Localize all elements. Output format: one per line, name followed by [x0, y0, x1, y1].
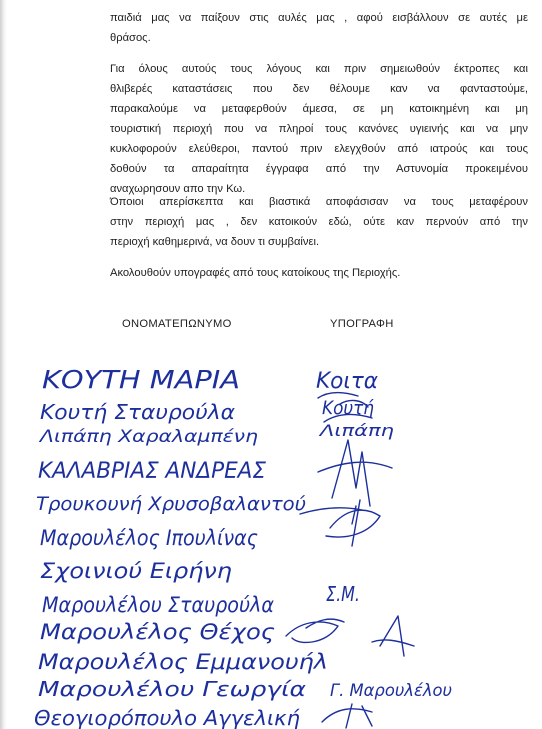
signature-text: Λιπάπη	[317, 421, 394, 440]
column-header-signature: ΥΠΟΓΡΑΦΗ	[330, 318, 394, 330]
text-line: Ακολουθούν υπογραφές από τους κατοίκους της Περιοχής.	[110, 267, 401, 279]
handwritten-name: Τρουκουνή Χρυσοβαλαντού	[36, 493, 307, 515]
text-line: θράσος.	[110, 32, 151, 44]
text-line: κυκλοφορούν ελεύθεροι, παντού πριν ελεγχθούν από ιατρούς και τους	[110, 143, 528, 155]
text-line: περιοχή καθημερινά, να δουν τι συμβαίνει.	[110, 236, 320, 248]
column-header-name: ΟΝΟΜΑΤΕΠΩΝΥΜΟ	[122, 318, 232, 330]
handwritten-name: ΚΑΛΑΒΡΙΑΣ ΑΝΔΡΕΑΣ	[38, 459, 267, 484]
text-line: στην περιοχή μας , δεν κατοικούν εδώ, ούτε καν περνούν από την	[110, 216, 528, 228]
handwritten-name: Σχοινιού Ειρήνη	[40, 559, 232, 583]
handwritten-name: Μαρουλέλος Εμμανουήλ	[38, 650, 328, 674]
text-line: δοθούν τα απαραίτητα έγγραφα από την Αστυνομία προκειμένου	[110, 163, 528, 175]
handwritten-name: Μαρουλέλος Ιπουλίνας	[40, 526, 258, 550]
text-line: τουριστική περιοχή που να πληροί τους κανόνες υγιεινής και να μην	[110, 123, 528, 135]
handwritten-name: Λιπάπη Χαραλαμπένη	[37, 427, 259, 447]
text-line: Για όλους αυτούς τους λόγους και πριν σημειωθούν έκτροπες και	[110, 63, 528, 75]
text-line: Όποιοι απερίσκεπτα και βιαστικά αποφάσισαν να τους μεταφέρουν	[110, 196, 528, 208]
text-line: θλιβερές καταστάσεις που δεν θέλουμε καν να φανταστούμε,	[110, 83, 528, 95]
handwritten-name: Μαρουλέλος Θέχος	[40, 620, 275, 644]
text-line: αναχωρησουν απο την Κω.	[110, 183, 246, 195]
handwritten-name: Μαρουλέλου Γεωργία	[38, 677, 306, 701]
signature-scribble-4	[322, 704, 372, 728]
text-line: παιδιά μας να παίξουν στις αυλές μας , αφού εισβάλλουν σε αυτές με	[110, 12, 528, 24]
signature-text: Γ. Μαρουλέλου	[330, 681, 453, 701]
handwritten-name: Μαρουλέλου Σταυρούλα	[42, 593, 275, 617]
text-line: παρακαλούμε να μεταφερθούν άμεσα, σε μη κατοικημένη και μη	[110, 103, 528, 115]
handwritten-name: ΚΟΥΤΗ ΜΑΡΙΑ	[42, 365, 241, 394]
handwritten-signatures	[286, 369, 452, 728]
signature-text: Κοιτα	[316, 369, 379, 394]
handwritten-name: Κουτή Σταυρούλα	[40, 400, 235, 424]
handwritten-name: Θεογιορόπουλο Αγγελική	[34, 706, 301, 729]
signature-text: Σ.Μ.	[326, 582, 360, 606]
signature-text: Κουτή	[322, 397, 374, 419]
handwritten-names	[34, 365, 328, 729]
signature-scribble-2	[300, 440, 392, 546]
